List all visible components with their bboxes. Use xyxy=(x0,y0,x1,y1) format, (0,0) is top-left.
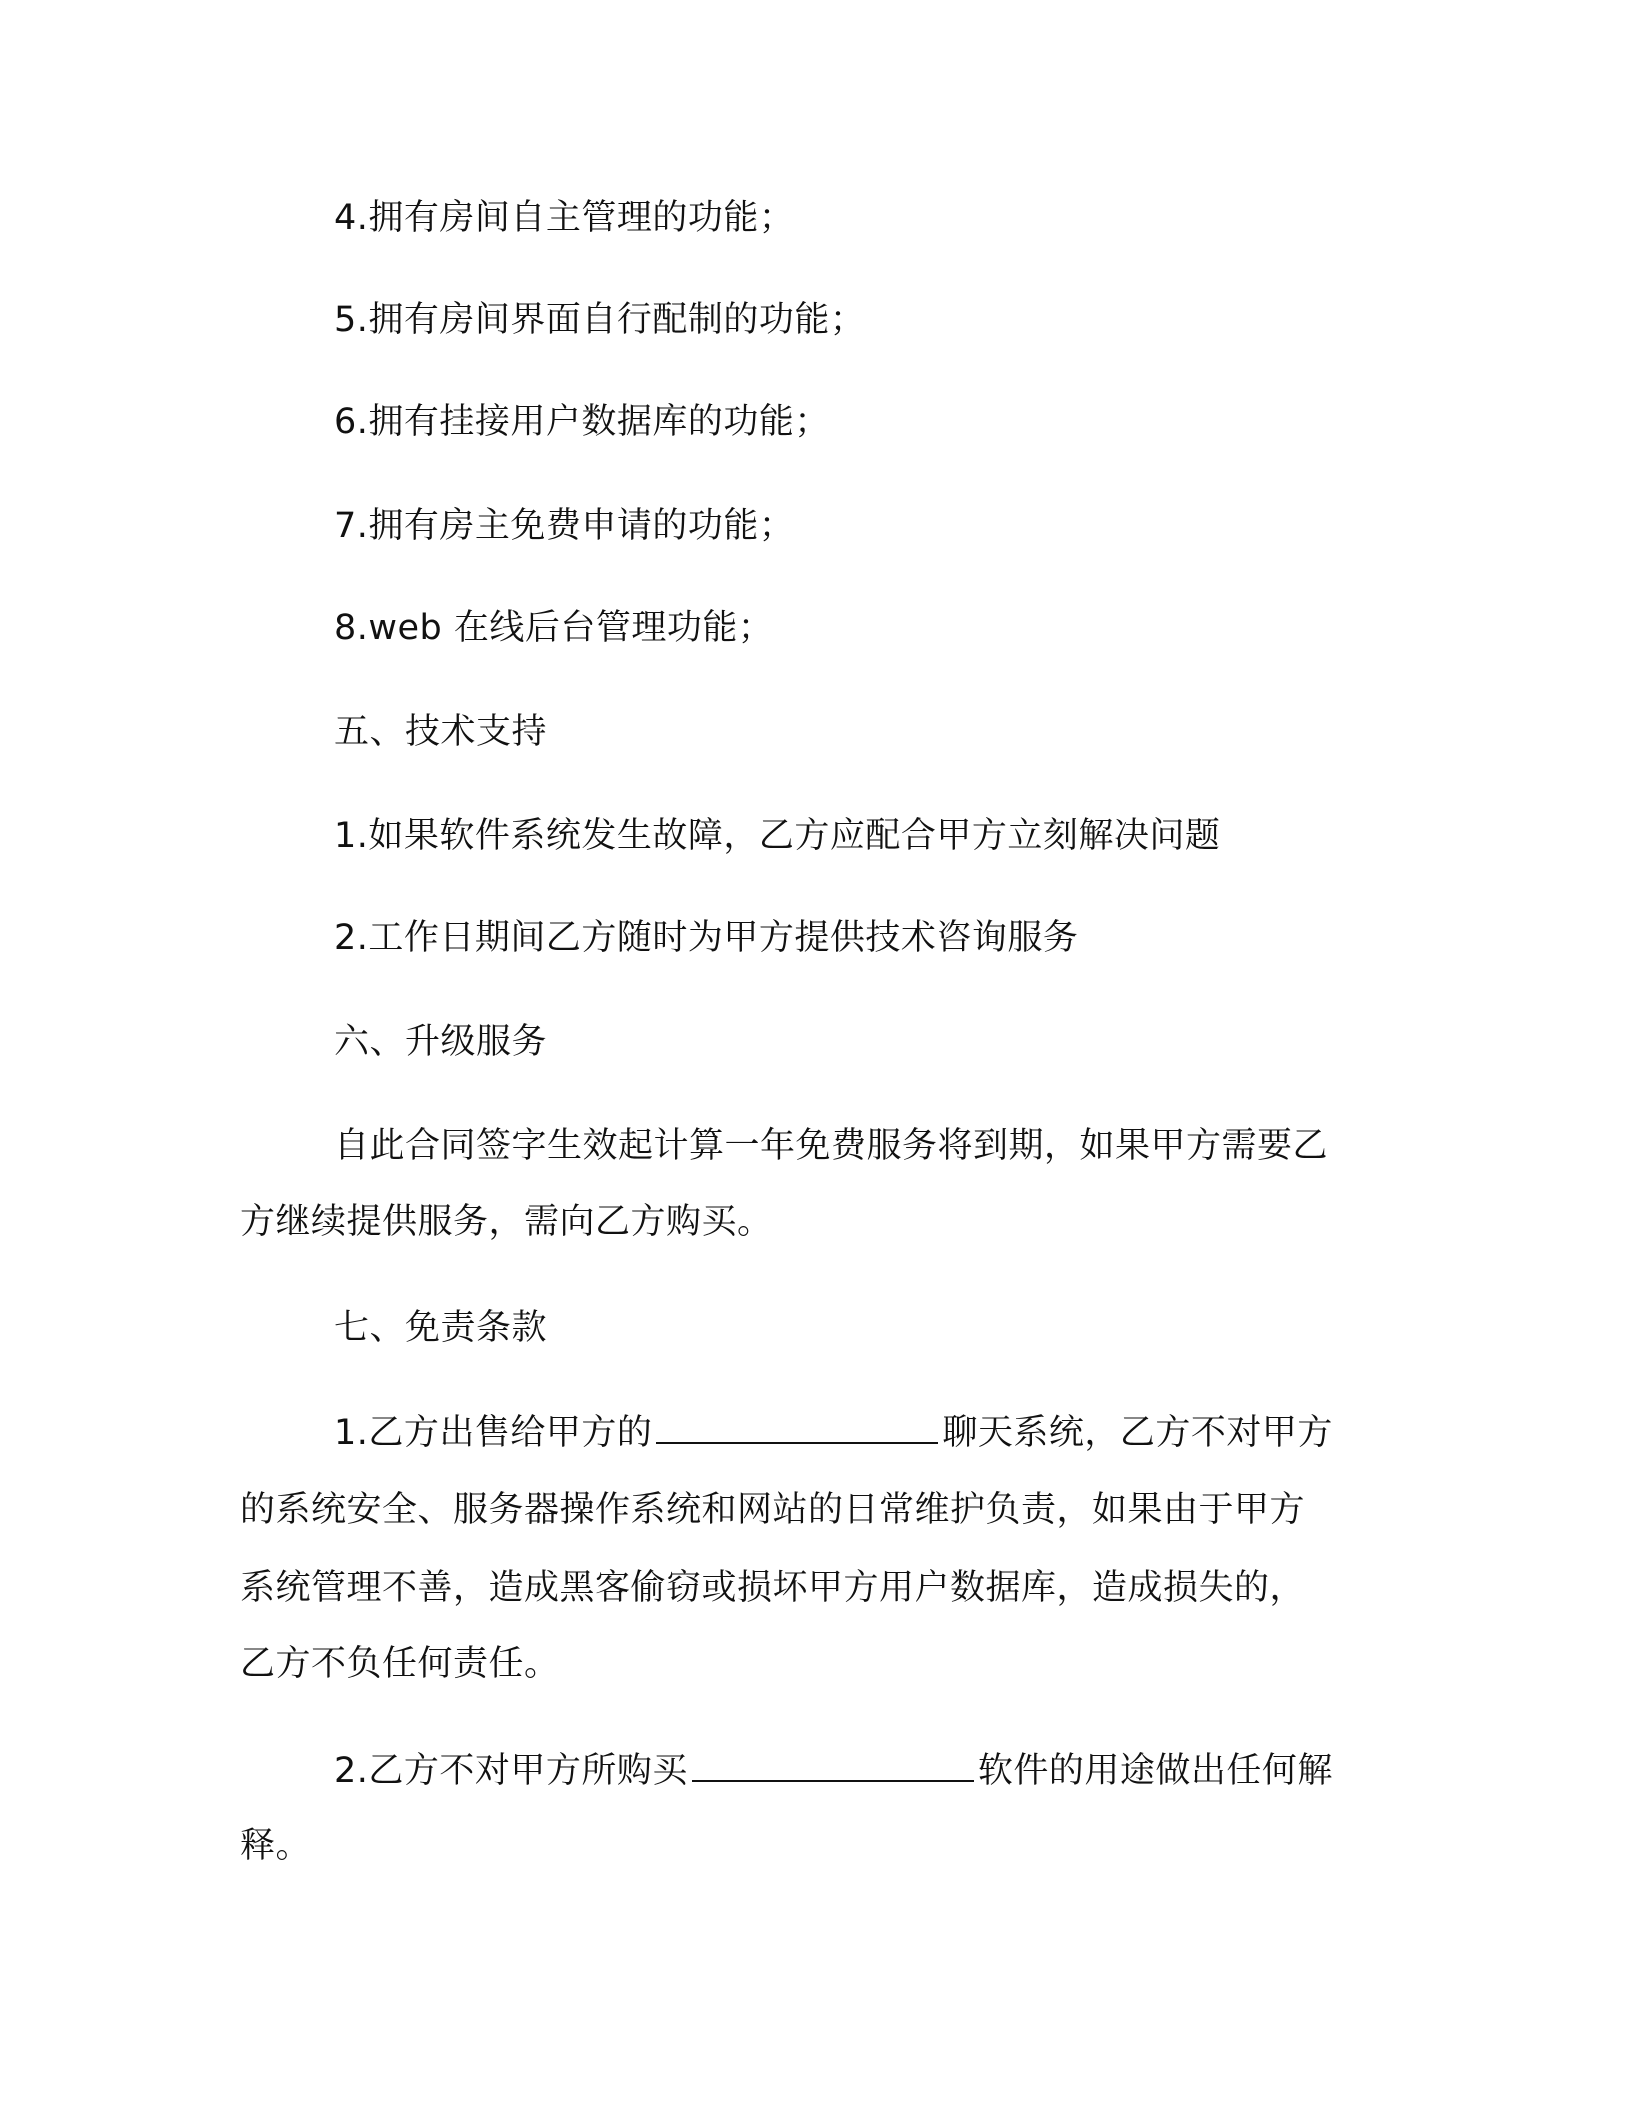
list-item-6: 6.拥有挂接用户数据库的功能； xyxy=(334,402,830,442)
list-item-5: 5.拥有房间界面自行配制的功能； xyxy=(334,300,866,340)
section-7-item-2-text-a: 2.乙方不对甲方所购买 xyxy=(334,1751,688,1791)
section-7-item-2-line-2: 释。 xyxy=(240,1826,312,1866)
section-7-item-1-line-2: 的系统安全、服务器操作系统和网站的日常维护负责，如果由于甲方 xyxy=(240,1490,1306,1530)
section-6-heading: 六、升级服务 xyxy=(334,1022,548,1062)
section-5-item-2: 2.工作日期间乙方随时为甲方提供技术咨询服务 xyxy=(334,918,1079,958)
fill-in-blank xyxy=(656,1412,938,1444)
section-7-item-2-line-1 xyxy=(334,1750,1333,1791)
section-7-item-1-line-4: 乙方不负任何责任。 xyxy=(240,1644,560,1684)
list-item-8: 8.web 在线后台管理功能； xyxy=(334,608,774,648)
section-7-item-1-line-1 xyxy=(334,1412,1333,1453)
section-7-item-2-text-b: 软件的用途做出任何解 xyxy=(977,1751,1333,1791)
section-7-item-1-text-a: 1.乙方出售给甲方的 xyxy=(334,1413,653,1453)
fill-in-blank xyxy=(692,1750,974,1782)
list-item-4: 4.拥有房间自主管理的功能； xyxy=(334,198,795,238)
section-5-heading: 五、技术支持 xyxy=(334,712,548,752)
list-item-7: 7.拥有房主免费申请的功能； xyxy=(334,506,795,546)
section-7-heading: 七、免责条款 xyxy=(334,1308,548,1348)
section-6-paragraph-line-1: 自此合同签字生效起计算一年免费服务将到期，如果甲方需要乙 xyxy=(334,1126,1329,1166)
section-7-item-1-line-3: 系统管理不善，造成黑客偷窃或损坏甲方用户数据库，造成损失的， xyxy=(240,1568,1306,1608)
section-5-item-1: 1.如果软件系统发生故障，乙方应配合甲方立刻解决问题 xyxy=(334,816,1221,856)
section-7-item-1-text-b: 聊天系统，乙方不对甲方 xyxy=(942,1413,1333,1453)
section-6-paragraph-line-2: 方继续提供服务，需向乙方购买。 xyxy=(240,1202,773,1242)
